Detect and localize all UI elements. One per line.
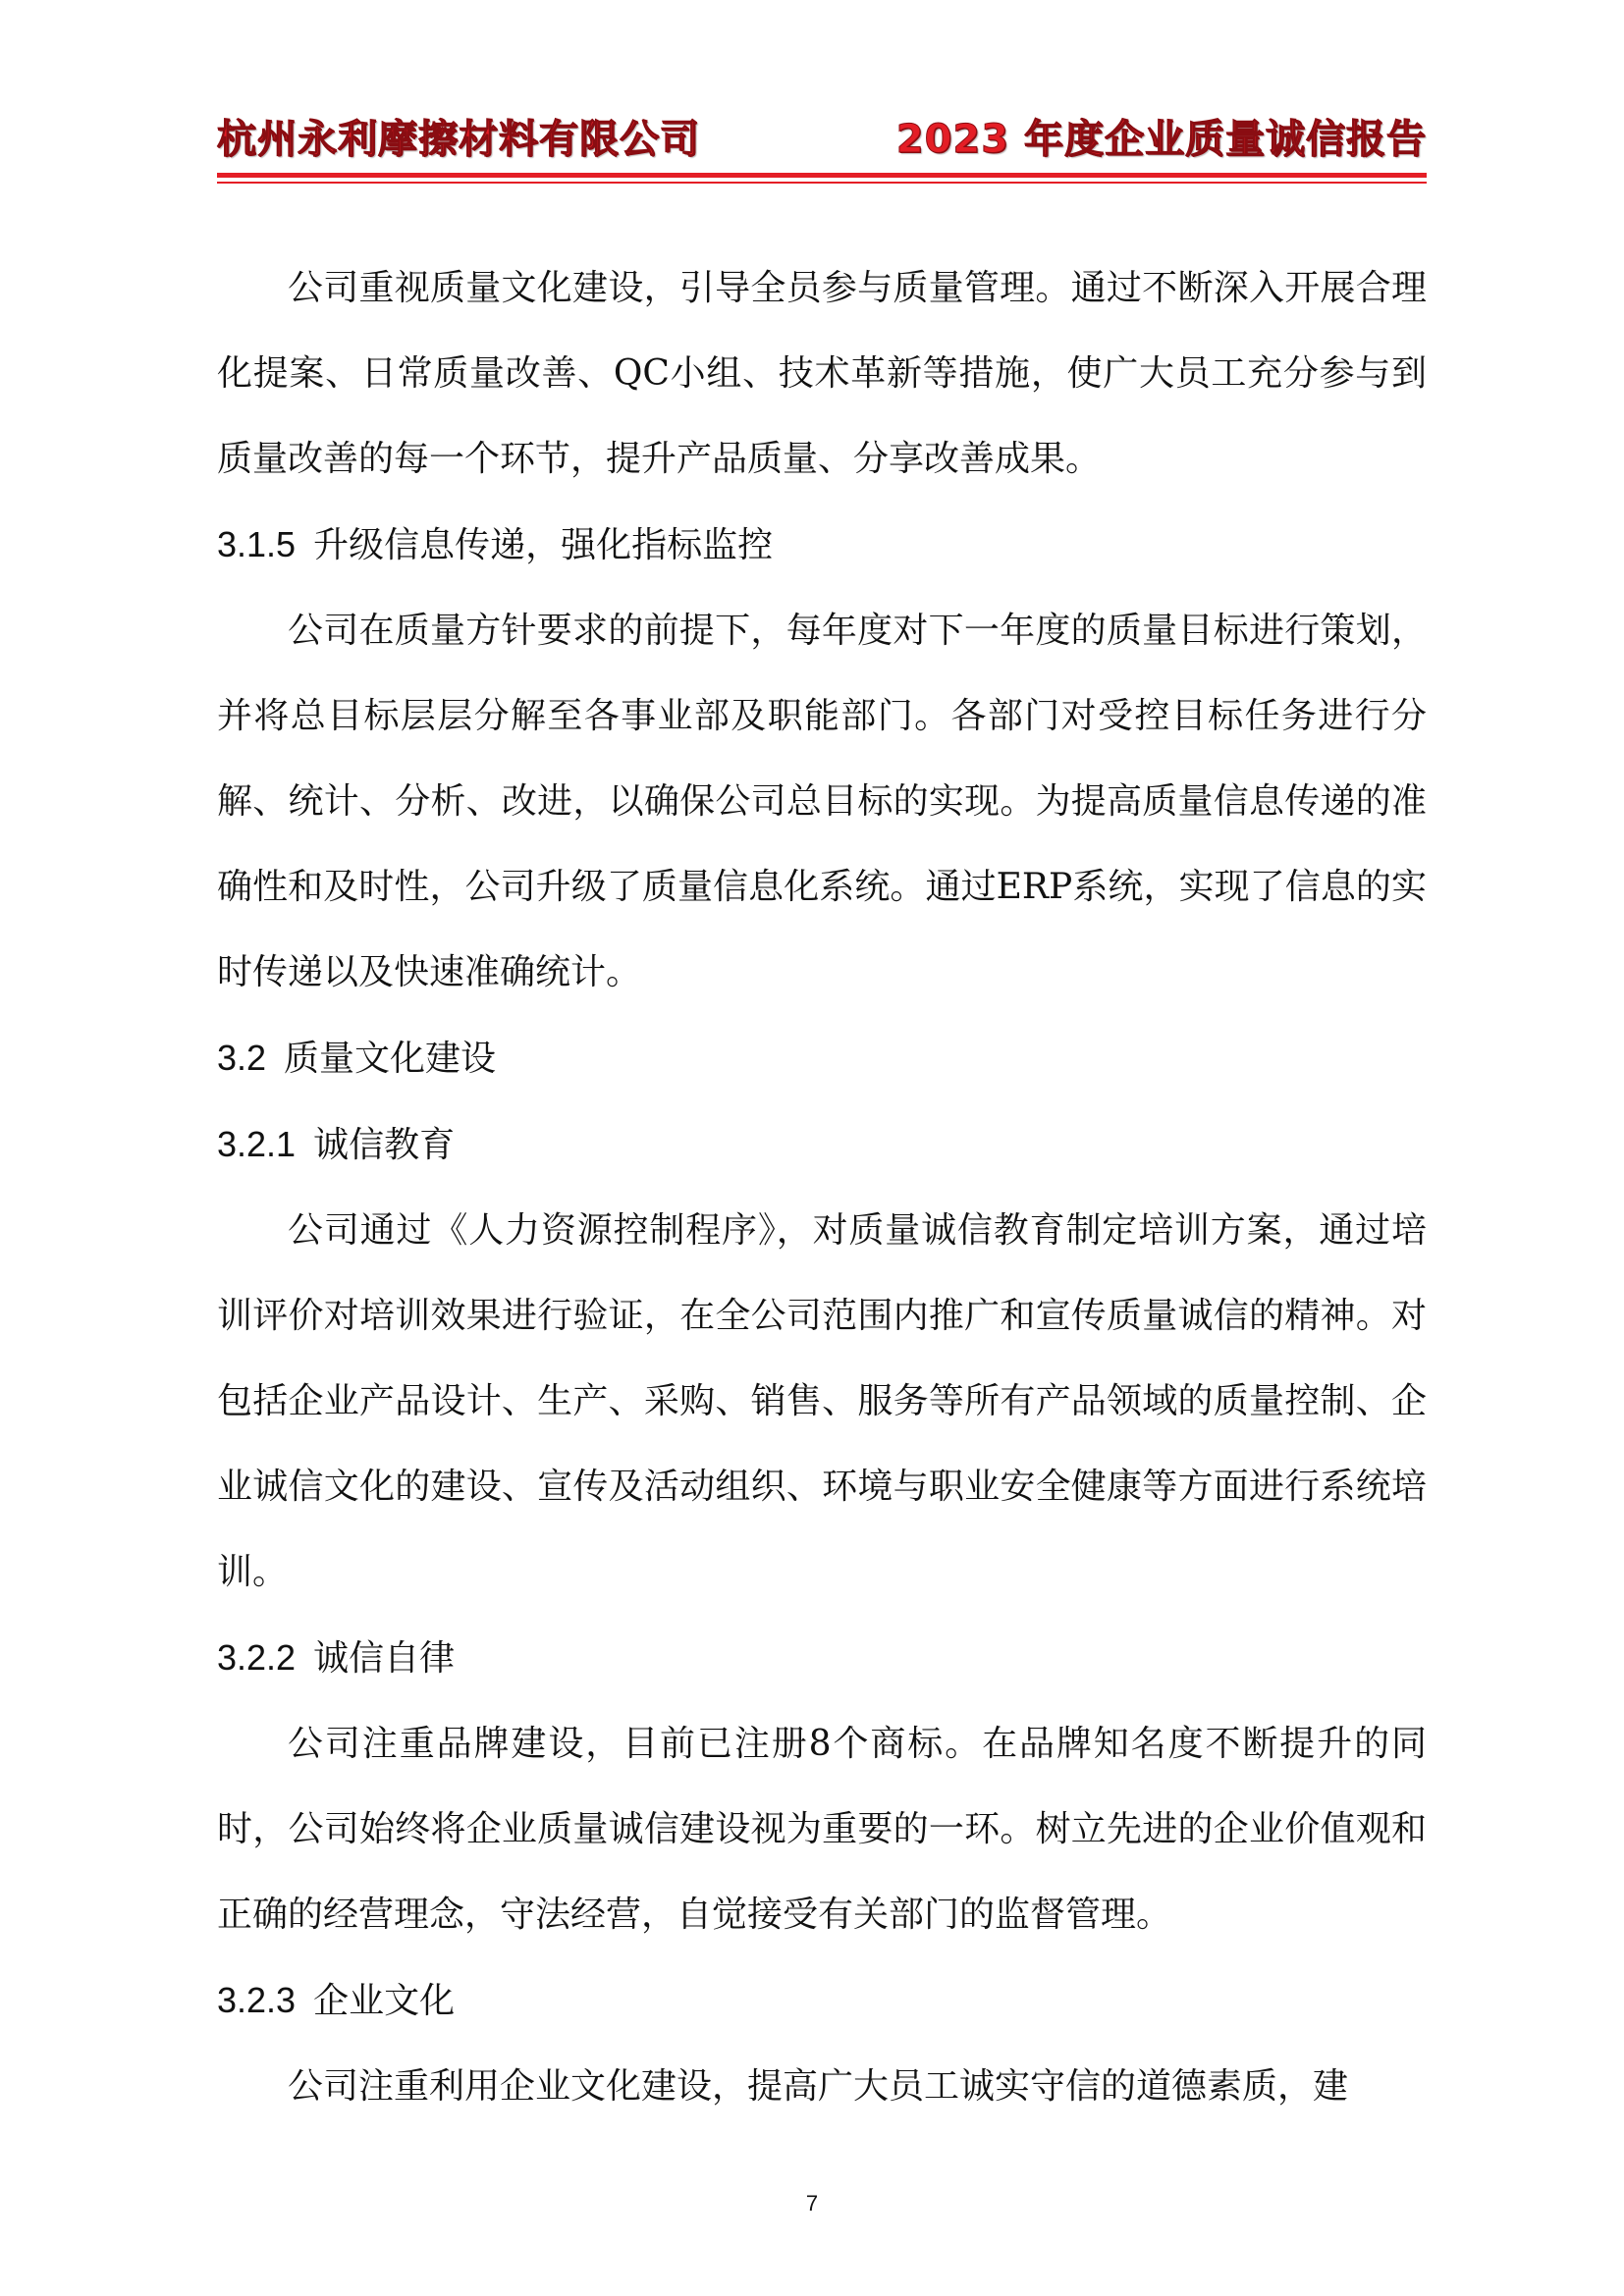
header-rule-thin [217, 182, 1427, 184]
header-company-name: 杭州永利摩擦材料有限公司 [217, 117, 700, 162]
section-heading [217, 502, 1427, 588]
body-paragraph: 公司注重品牌建设，目前已注册8个商标。在品牌知名度不断提升的同时，公司始终将企业质量诚信建设视为重要的一环。树立先进的企业价值观和正确的经营理念，守法经营，自觉接受有关部门的监督管理。 [217, 1724, 1427, 1935]
section-title: 质量文化建设 [284, 1039, 497, 1079]
section-number: 3.2.2 [217, 1637, 297, 1678]
body-paragraph: 公司重视质量文化建设，引导全员参与质量管理。通过不断深入开展合理化提案、日常质量改善、QC小组、技术革新等措施，使广大员工充分参与到质量改善的每一个环节，提升产品质量、分享改善成果。 [217, 268, 1427, 479]
section-title: 企业文化 [313, 1981, 456, 2021]
body-paragraph: 公司在质量方针要求的前提下，每年度对下一年度的质量目标进行策划，并将总目标层层分解至各事业部及职能部门。各部门对受控目标任务进行分解、统计、分析、改进，以确保公司总目标的实现。为提高质量信息传递的准确性和及时性，公司升级了质量信息化系统。通过ERP系统，实现了信息的实时传递以及快速准确统计。 [217, 611, 1427, 992]
section-heading [217, 1101, 1427, 1188]
section-number: 3.2.1 [217, 1124, 297, 1164]
section-title: 诚信自律 [313, 1638, 456, 1679]
section-number: 3.2.3 [217, 1980, 297, 2020]
body-paragraph: 公司通过《人力资源控制程序》，对质量诚信教育制定培训方案，通过培训评价对培训效果进行验证，在全公司范围内推广和宣传质量诚信的精神。对包括企业产品设计、生产、采购、销售、服务等所有产品领域的质量控制、企业诚信文化的建设、宣传及活动组织、环境与职业安全健康等方面进行系统培训。 [217, 1210, 1427, 1592]
document-body [217, 245, 1427, 2129]
section-heading [217, 1015, 1427, 1101]
section-heading [217, 1957, 1427, 2044]
section-number: 3.2 [217, 1038, 267, 1078]
section-title: 升级信息传递，强化指标监控 [313, 525, 774, 565]
section-heading [217, 1615, 1427, 1701]
body-paragraph: 公司注重利用企业文化建设，提高广大员工诚实守信的道德素质，建 [288, 2066, 1349, 2107]
section-title: 诚信教育 [313, 1125, 456, 1165]
section-number: 3.1.5 [217, 524, 297, 564]
header-rule-thick [217, 173, 1427, 178]
page-number: 7 [805, 2191, 819, 2216]
header-report-title: 2023 年度企业质量诚信报告 [895, 117, 1427, 162]
page-header [217, 110, 1427, 169]
